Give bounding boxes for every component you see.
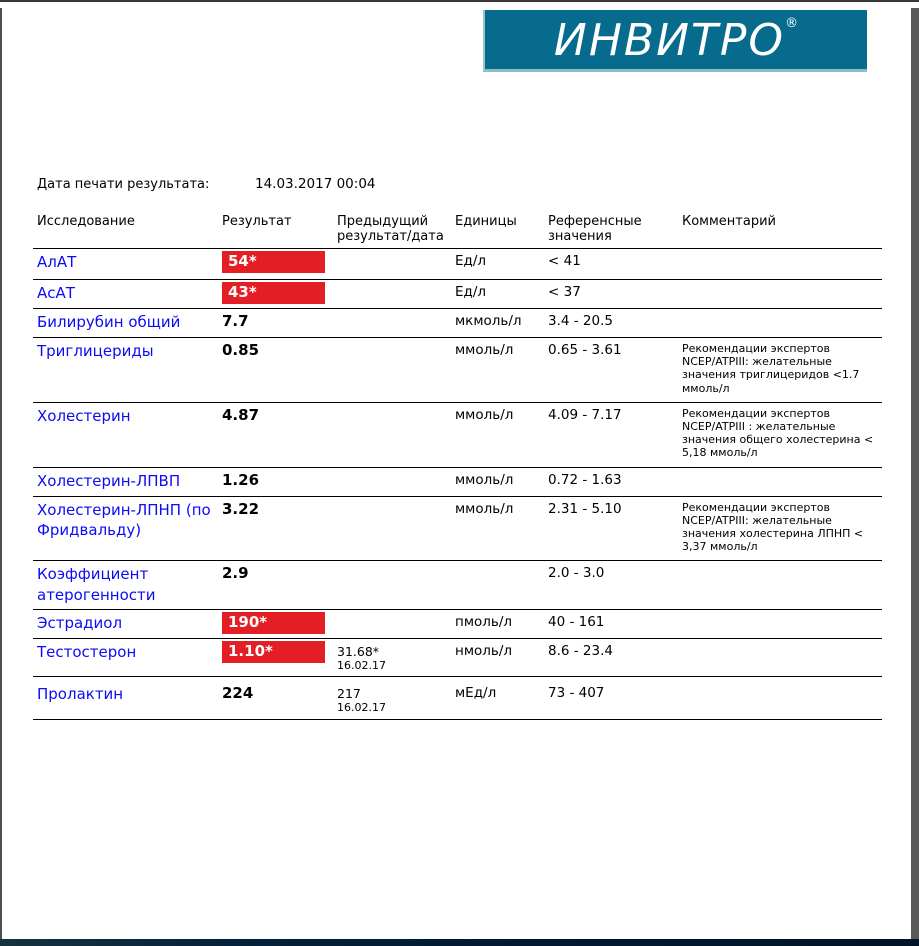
comment-cell: Рекомендации экспертов NCEP/ATPIII: желательные значения холестерина ЛПНП < 3,37 ммоль/л [682, 500, 864, 554]
prev-result-cell [337, 500, 455, 557]
prev-result-cell [337, 341, 455, 398]
table-row [33, 249, 882, 280]
test-name-cell: Холестерин-ЛПВП [37, 471, 181, 490]
reference-cell: 4.09 - 7.17 [548, 406, 622, 423]
table-row [33, 338, 882, 403]
units-cell: мЕд/л [455, 684, 497, 701]
test-name-cell: АлАТ [37, 253, 77, 271]
prev-result-cell [337, 564, 455, 605]
units-cell: ммоль/л [455, 471, 514, 488]
table-row [33, 497, 882, 562]
test-name-cell: Пролактин [37, 684, 124, 703]
reference-cell: 2.0 - 3.0 [548, 565, 605, 582]
comment-cell: Рекомендации экспертов NCEP/ATPIII: желательные значения триглицеридов <1.7 ммоль/л [682, 342, 860, 395]
table-row [33, 309, 882, 338]
result-cell [222, 613, 337, 634]
col-header-test: Исследование [37, 214, 135, 229]
test-name-cell: Тестостерон [37, 642, 137, 661]
reference-cell: < 41 [548, 253, 581, 269]
result-cell [222, 341, 337, 398]
result-cell [222, 283, 337, 304]
invitro-logo-banner [483, 10, 867, 72]
test-name-cell: Эстрадиол [37, 613, 123, 632]
units-cell: нмоль/л [455, 642, 513, 659]
reference-cell: 40 - 161 [548, 613, 605, 630]
comment-cell: Рекомендации экспертов NCEP/ATPIII : желательные значения общего холестерина < 5,18 ммоль/л [682, 406, 874, 460]
reference-cell: 0.65 - 3.61 [548, 342, 622, 358]
prev-result-value: 31.68* [337, 643, 380, 659]
result-value: 1.26 [222, 470, 260, 489]
prev-result-cell [337, 642, 455, 672]
prev-result-value: 217 [337, 685, 361, 701]
results-table [33, 212, 882, 720]
table-row [33, 610, 882, 639]
comment-cell [682, 471, 878, 492]
window-right-border [911, 8, 919, 939]
result-value: 7.7 [222, 312, 249, 330]
result-cell [222, 500, 337, 557]
units-cell: Ед/л [455, 284, 487, 300]
comment-cell [682, 283, 878, 304]
reference-cell: 0.72 - 1.63 [548, 471, 622, 488]
table-row [33, 280, 882, 309]
result-cell [222, 564, 337, 605]
registered-mark: ® [785, 15, 799, 31]
result-cell [222, 312, 337, 333]
table-row [33, 639, 882, 677]
print-date-label: Дата печати результата: [37, 177, 210, 192]
prev-result-cell [337, 283, 455, 304]
table-row [33, 468, 882, 497]
window-bottom-strip [0, 939, 919, 946]
reference-cell: 3.4 - 20.5 [548, 313, 613, 329]
print-date-line [37, 176, 376, 192]
test-name-cell: Коэффициент атерогенности [37, 565, 156, 604]
result-value: 0.85 [222, 341, 260, 359]
reference-cell: < 37 [548, 284, 581, 300]
test-name-cell: АсАТ [37, 284, 75, 302]
result-value: 4.87 [222, 405, 260, 424]
comment-cell [682, 312, 878, 333]
prev-result-date: 16.02.17 [337, 700, 386, 714]
units-cell: мкмоль/л [455, 313, 522, 329]
prev-result-cell [337, 684, 455, 715]
reference-cell: 2.31 - 5.10 [548, 500, 622, 517]
comment-cell [682, 564, 878, 605]
units-cell: пмоль/л [455, 613, 513, 630]
result-cell [222, 252, 337, 275]
test-name-cell: Билирубин общий [37, 313, 181, 331]
table-row [33, 677, 882, 720]
result-value: 3.22 [222, 499, 260, 518]
result-cell [222, 406, 337, 463]
prev-result-cell [337, 471, 455, 492]
units-cell: Ед/л [455, 253, 487, 269]
comment-cell [682, 642, 878, 672]
result-cell [222, 471, 337, 492]
result-cell [222, 642, 337, 672]
col-header-reference: Референсные значения [548, 214, 642, 244]
prev-result-cell [337, 613, 455, 634]
test-name-cell: Триглицериды [37, 342, 154, 360]
col-header-comment: Комментарий [682, 214, 776, 229]
col-header-result: Результат [222, 214, 292, 229]
prev-result-cell [337, 252, 455, 275]
comment-cell [682, 684, 878, 715]
result-value: 224 [222, 683, 254, 702]
table-row [33, 403, 882, 468]
prev-result-cell [337, 312, 455, 333]
result-value: 2.9 [222, 564, 249, 583]
result-value-flagged: 54* [222, 251, 325, 273]
col-header-previous: Предыдущий результат/дата [337, 214, 444, 244]
col-header-units: Единицы [455, 214, 517, 229]
test-name-cell: Холестерин [37, 406, 131, 425]
results-table-body [33, 249, 882, 720]
result-value-flagged: 1.10* [222, 641, 325, 663]
prev-result-date: 16.02.17 [337, 658, 386, 672]
units-cell: ммоль/л [455, 406, 514, 423]
invitro-logo: ИНВИТРО® [553, 14, 799, 66]
print-date-value: 14.03.2017 00:04 [255, 176, 376, 192]
results-table-header [33, 212, 882, 249]
result-value-flagged: 43* [222, 282, 325, 304]
result-value-flagged: 190* [222, 612, 325, 634]
test-name-cell: Холестерин-ЛПНП (по Фридвальду) [37, 500, 211, 539]
reference-cell: 73 - 407 [548, 684, 605, 701]
table-row [33, 561, 882, 610]
units-cell [455, 564, 548, 605]
comment-cell [682, 252, 878, 275]
units-cell: ммоль/л [455, 342, 514, 358]
window-left-border [0, 8, 2, 939]
comment-cell [682, 613, 878, 634]
prev-result-cell [337, 406, 455, 463]
result-cell [222, 684, 337, 715]
units-cell: ммоль/л [455, 500, 514, 517]
reference-cell: 8.6 - 23.4 [548, 642, 613, 659]
